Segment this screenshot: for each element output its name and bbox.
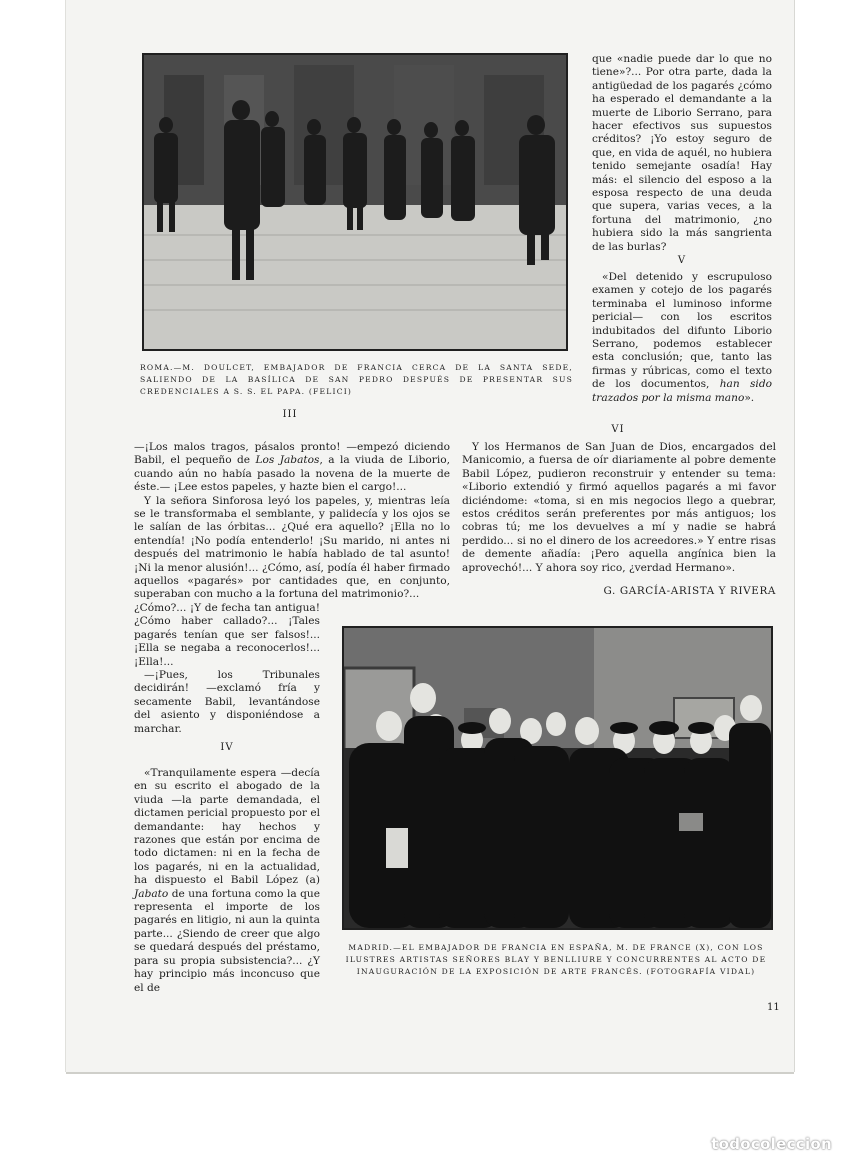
- right-column-continuation: [592, 53, 772, 254]
- madrid-photo-illustration: [344, 628, 771, 928]
- section-iv-text: [134, 767, 320, 995]
- madrid-photo: [342, 626, 773, 930]
- section-vi-text: [462, 441, 776, 575]
- watermark-logo: todocoleccion: [711, 1135, 832, 1153]
- section-iv-start: «Tranquilamente espera —decía en su escrito el abogado de la viuda —la parte demandada, el dictamen pericial propuesto por el demandante: hay hechos y razones que están por encima de todo dictamen: ni en la fecha de los pagarés, ni en la actualidad, ha dispuesto el Babil López (a): [134, 767, 320, 887]
- rome-photo-caption: ROMA.—M. DOULCET, EMBAJADOR DE FRANCIA CERCA DE LA SANTA SEDE, SALIENDO DE LA BASÍLICA DE SAN PEDRO DESPUÉS DE PRESENTAR SUS CREDENCIALES A S. S. EL PAPA. (FELICI): [140, 363, 573, 396]
- page-edge: [66, 1072, 794, 1074]
- madrid-photo-caption: MADRID.—EL EMBAJADOR DE FRANCIA EN ESPAÑA, M. DE FRANCE (X), CON LOS ILUSTRES ARTISTAS SEÑORES BLAY Y BENLLIURE Y CONCURRENTES AL ACTO DE INAUGURACIÓN DE LA EXPOSICIÓN DE ARTE FRANCÉS. (FOTOGRAFÍA VIDAL): [345, 943, 767, 976]
- page-number: 11: [767, 1002, 780, 1013]
- section-v-heading: V: [677, 255, 687, 266]
- section-iii-paragraph-1: [134, 441, 450, 495]
- rome-photo-illustration: [144, 55, 566, 349]
- section-iv-heading: IV: [220, 742, 234, 753]
- author-signature: G. GARCÍA-ARISTA Y RIVERA: [603, 585, 776, 597]
- section-iii-p1-end: , a la viuda de Liborio, cuando aún no había pasado la novena de la muerte de éste.— ¡Lee estos papeles, y hazte bien el cargo!...: [134, 454, 450, 494]
- section-iii-paragraph-2-continued: ¿Cómo?... ¡Y de fecha tan antigua! ¿Cómo haber callado?... ¡Tales pagarés tenían que ser falsos!... ¡Ella se negaba a reconocerlos!... ¡Ella!...: [134, 602, 320, 668]
- section-iii-text: [134, 441, 450, 602]
- section-v-italic: han sido trazados por la misma mano: [592, 378, 772, 404]
- section-v-text-end: ».: [744, 391, 755, 404]
- los-jabatos-title: Los Jabatos: [255, 454, 320, 467]
- section-vi-heading: VI: [611, 424, 625, 435]
- rome-photo: [142, 53, 568, 351]
- jabato-nickname: Jabato: [134, 887, 169, 900]
- section-iii-narrow-text: [134, 602, 320, 736]
- section-v-text-start: «Del detenido y escrupuloso examen y cotejo de los pagarés terminaba el luminoso informe pericial— con los escritos indubitados del difunto Liborio Serrano, podemos establecer esta conclusión; que, tanto las firmas y rúbricas, como el texto de los documentos,: [592, 271, 772, 391]
- section-iii-p1-start: —¡Los malos tragos, pásalos pronto! —empezó diciendo Babil, el pequeño de: [134, 441, 450, 467]
- section-iii-paragraph-2: Y la señora Sinforosa leyó los papeles, y, mientras leía se le transformaba el semblante, y palidecía y los ojos se le salían de las órbitas... ¿Qué era aquello? ¡Ella no lo entendía! ¡No podía entenderlo! ¡Su marido, ni antes ni después del matrimonio le había hablado de tal asunto! ¡Ni la menor alusión!... ¿Cómo, así, podía él haber firmado aquellos «pagarés» por cantidades que, en conjunto, superaban con mucho a la fortuna del matrimonio?...: [134, 494, 450, 601]
- section-iv-end: de una fortuna como la que representa el importe de los pagarés en litigio, ni aun la quinta parte... ¿Siendo de creer que algo se quedará después del préstamo, para su propia subsistencia?... ¿Y hay principio más inconcuso que el de: [134, 887, 320, 994]
- right-paragraph-1: que «nadie puede dar lo que no tiene»?... Por otra parte, dada la antigüedad de los pagarés ¿cómo ha esperado el demandante a la muerte de Liborio Serrano, para hacer efectivos sus supuestos créditos? ¡Yo estoy seguro de que, en vida de aquél, no hubiera tenido semejante osadía! Hay más: el silencio del esposo a la esposa respecto de una deuda que supera, varias veces, a la fortuna del matrimonio, ¿no hubiera sido la más sangrienta de las burlas?: [592, 53, 772, 253]
- section-v-text: [592, 271, 772, 405]
- section-vi-paragraph: Y los Hermanos de San Juan de Dios, encargados del Manicomio, a fuersa de oír diariamente al pobre demente Babil López, pudieron reconstruir y entender su tema: «Liborio extendió y firmó aquellos pagarés a mi favor diciéndome: «toma, si en mis negocios llego a quebrar, estos créditos serán preferentes por más antiguos; los cobras tú; me los devuelves a mí y nadie se habrá perdido... si no el dinero de los acreedores.» Y entre risas de demente añadía: ¡Pero aquella angínica bien la aprovechó!... Y ahora soy rico, ¿verdad Hermano».: [462, 441, 776, 574]
- section-iii-paragraph-3: —¡Pues, los Tribunales decidirán! —exclamó fría y secamente Babil, levantándose del asiento y disponiéndose a marchar.: [134, 669, 320, 735]
- section-iii-heading: III: [282, 409, 298, 420]
